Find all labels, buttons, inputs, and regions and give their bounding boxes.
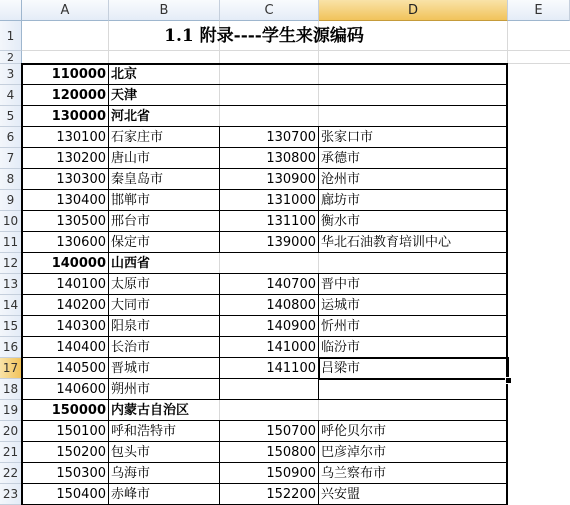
city-code[interactable]: 140800 [266, 298, 316, 313]
column-header-a[interactable]: A [22, 0, 109, 21]
city-code[interactable]: 150300 [56, 466, 106, 481]
fill-handle[interactable] [505, 377, 512, 384]
city-code[interactable]: 130200 [56, 151, 106, 166]
city-code[interactable]: 130500 [56, 214, 106, 229]
row-header-1[interactable]: 1 [0, 21, 22, 51]
city-name[interactable]: 大同市 [111, 298, 151, 313]
city-code[interactable]: 139000 [266, 235, 316, 250]
city-name[interactable]: 兴安盟 [321, 487, 361, 502]
province-code[interactable]: 130000 [51, 109, 106, 124]
city-code[interactable]: 150200 [56, 445, 106, 460]
row-header-12[interactable]: 12 [0, 253, 22, 274]
city-code[interactable]: 141000 [266, 340, 316, 355]
city-name[interactable]: 张家口市 [321, 130, 374, 145]
row-header-6[interactable]: 6 [0, 127, 22, 148]
city-code[interactable]: 130600 [56, 235, 106, 250]
city-name[interactable]: 承德市 [321, 151, 361, 166]
city-code[interactable]: 131100 [266, 214, 316, 229]
city-code[interactable]: 140300 [56, 319, 106, 334]
city-name[interactable]: 朔州市 [111, 382, 151, 397]
row-header-22[interactable]: 22 [0, 463, 22, 484]
column-header-d[interactable]: D [319, 0, 508, 21]
city-name[interactable]: 赤峰市 [111, 487, 151, 502]
row-header-14[interactable]: 14 [0, 295, 22, 316]
select-all-corner[interactable] [0, 0, 22, 21]
row-header-15[interactable]: 15 [0, 316, 22, 337]
city-code[interactable]: 130400 [56, 193, 106, 208]
city-code[interactable] [220, 379, 318, 400]
city-name[interactable]: 秦皇岛市 [111, 172, 164, 187]
province-name[interactable]: 北京 [111, 67, 138, 82]
city-code[interactable]: 140900 [266, 319, 316, 334]
row-header-3[interactable]: 3 [0, 64, 22, 85]
row-header-18[interactable]: 18 [0, 379, 22, 400]
city-name[interactable]: 乌兰察布市 [321, 466, 387, 481]
city-code[interactable]: 130900 [266, 172, 316, 187]
row-header-20[interactable]: 20 [0, 421, 22, 442]
column-header-c[interactable]: C [220, 0, 319, 21]
city-name[interactable]: 华北石油教育培训中心 [321, 235, 452, 250]
city-code[interactable]: 150900 [266, 466, 316, 481]
city-code[interactable]: 140100 [56, 277, 106, 292]
city-code[interactable]: 130800 [266, 151, 316, 166]
row-header-11[interactable]: 11 [0, 232, 22, 253]
city-code[interactable]: 131000 [266, 193, 316, 208]
city-name[interactable]: 保定市 [111, 235, 151, 250]
city-name[interactable]: 吕梁市 [321, 361, 361, 376]
city-name[interactable]: 忻州市 [321, 319, 361, 334]
province-name[interactable]: 天津 [111, 88, 138, 103]
city-name[interactable] [319, 379, 506, 400]
row-header-7[interactable]: 7 [0, 148, 22, 169]
city-code[interactable]: 150700 [266, 424, 316, 439]
column-header-b[interactable]: B [109, 0, 220, 21]
row-header-13[interactable]: 13 [0, 274, 22, 295]
city-name[interactable]: 临汾市 [321, 340, 361, 355]
city-name[interactable]: 邢台市 [111, 214, 151, 229]
city-code[interactable]: 150800 [266, 445, 316, 460]
province-code[interactable]: 120000 [51, 88, 106, 103]
city-name[interactable]: 沧州市 [321, 172, 361, 187]
province-name[interactable]: 山西省 [111, 256, 151, 271]
row-header-10[interactable]: 10 [0, 211, 22, 232]
city-name[interactable]: 乌海市 [111, 466, 151, 481]
city-code[interactable]: 130100 [56, 130, 106, 145]
city-code[interactable]: 150100 [56, 424, 106, 439]
province-code[interactable]: 110000 [51, 67, 106, 82]
city-name[interactable]: 晋中市 [321, 277, 361, 292]
column-header-e[interactable]: E [508, 0, 570, 21]
city-name[interactable]: 廊坊市 [321, 193, 361, 208]
city-code[interactable]: 140400 [56, 340, 106, 355]
row-header-4[interactable]: 4 [0, 85, 22, 106]
city-name[interactable]: 长治市 [111, 340, 151, 355]
city-code[interactable]: 140200 [56, 298, 106, 313]
city-code[interactable]: 152200 [266, 487, 316, 502]
row-header-8[interactable]: 8 [0, 169, 22, 190]
city-code[interactable]: 140700 [266, 277, 316, 292]
city-name[interactable]: 衡水市 [321, 214, 361, 229]
sheet-title[interactable]: 1.1 附录----学生来源编码 [164, 26, 364, 46]
city-code[interactable]: 141100 [266, 361, 316, 376]
city-name[interactable]: 晋城市 [111, 361, 151, 376]
row-header-23[interactable]: 23 [0, 484, 22, 505]
row-header-5[interactable]: 5 [0, 106, 22, 127]
city-name[interactable]: 呼伦贝尔市 [321, 424, 387, 439]
province-code[interactable]: 150000 [51, 403, 106, 418]
province-code[interactable]: 140000 [51, 256, 106, 271]
row-header-19[interactable]: 19 [0, 400, 22, 421]
city-name[interactable]: 石家庄市 [111, 130, 164, 145]
row-header-16[interactable]: 16 [0, 337, 22, 358]
row-header-9[interactable]: 9 [0, 190, 22, 211]
province-name[interactable]: 河北省 [111, 109, 151, 124]
city-name[interactable]: 巴彦淖尔市 [321, 445, 387, 460]
city-code[interactable]: 140500 [56, 361, 106, 376]
city-name[interactable]: 运城市 [321, 298, 361, 313]
row-header-21[interactable]: 21 [0, 442, 22, 463]
province-name[interactable]: 内蒙古自治区 [111, 403, 190, 418]
city-name[interactable]: 邯郸市 [111, 193, 151, 208]
city-code[interactable]: 150400 [56, 487, 106, 502]
city-name[interactable]: 唐山市 [111, 151, 151, 166]
city-code[interactable]: 140600 [56, 382, 106, 397]
city-name[interactable]: 包头市 [111, 445, 151, 460]
row-header-2[interactable]: 2 [0, 51, 22, 64]
table-border [506, 63, 508, 505]
city-code[interactable]: 130700 [266, 130, 316, 145]
city-name[interactable]: 阳泉市 [111, 319, 151, 334]
city-code[interactable]: 130300 [56, 172, 106, 187]
row-header-17[interactable]: 17 [0, 358, 22, 379]
city-name[interactable]: 呼和浩特市 [111, 424, 177, 439]
city-name[interactable]: 太原市 [111, 277, 151, 292]
